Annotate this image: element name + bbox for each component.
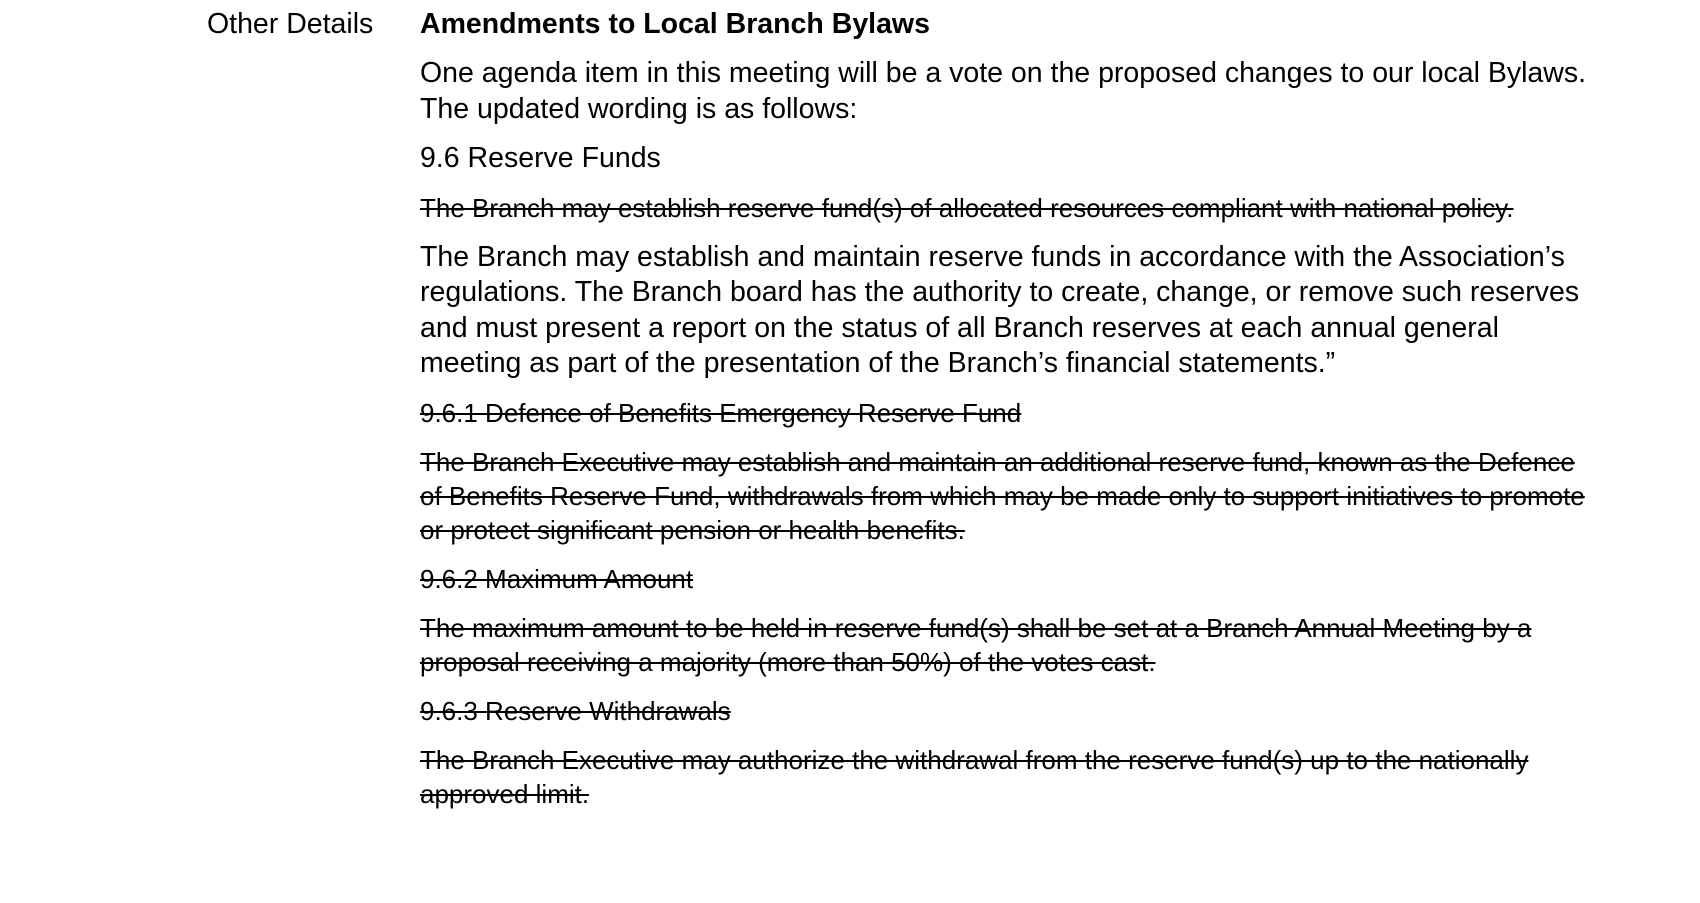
section-9-6-2-text: The maximum amount to be held in reserve fund(s) shall be set at a Branch Annual Meeting by a proposal receiving a majority (more than 50%) of the votes cast. (420, 612, 1532, 677)
content-column (420, 6, 1600, 826)
section-9-6-new-text: The Branch may establish and maintain reserve funds in accordance with the Association’s regulations. The Branch board has the authority to create, change, or remove such reserves and must present a report on the status of all Branch reserves at each annual general meeting as part of the presentation of the Branch’s financial statements.” (420, 240, 1580, 379)
section-9-6-old-text: The Branch may establish reserve fund(s) of allocated resources compliant with national policy. (420, 192, 1514, 223)
section-9-6-2-title: 9.6.2 Maximum Amount (420, 563, 694, 594)
intro-paragraph: One agenda item in this meeting will be a vote on the proposed changes to our local Bylaws. The updated wording is as follows: (420, 57, 1587, 125)
section-9-6-3-text: The Branch Executive may authorize the withdrawal from the reserve fund(s) up to the nationally approved limit. (420, 744, 1529, 809)
section-9-6-title: 9.6 Reserve Funds (420, 142, 661, 174)
section-9-6-1-text: The Branch Executive may establish and maintain an additional reserve fund, known as the Defence of Benefits Reserve Fund, withdrawals from which may be made only to support initiatives to promote or protect significant pension or health benefits. (420, 446, 1585, 545)
section-9-6-1-title: 9.6.1 Defence of Benefits Emergency Reserve Fund (420, 397, 1022, 428)
section-label: Other Details (207, 8, 374, 40)
amendments-heading: Amendments to Local Branch Bylaws (420, 8, 930, 40)
section-9-6-3-title: 9.6.3 Reserve Withdrawals (420, 695, 731, 726)
